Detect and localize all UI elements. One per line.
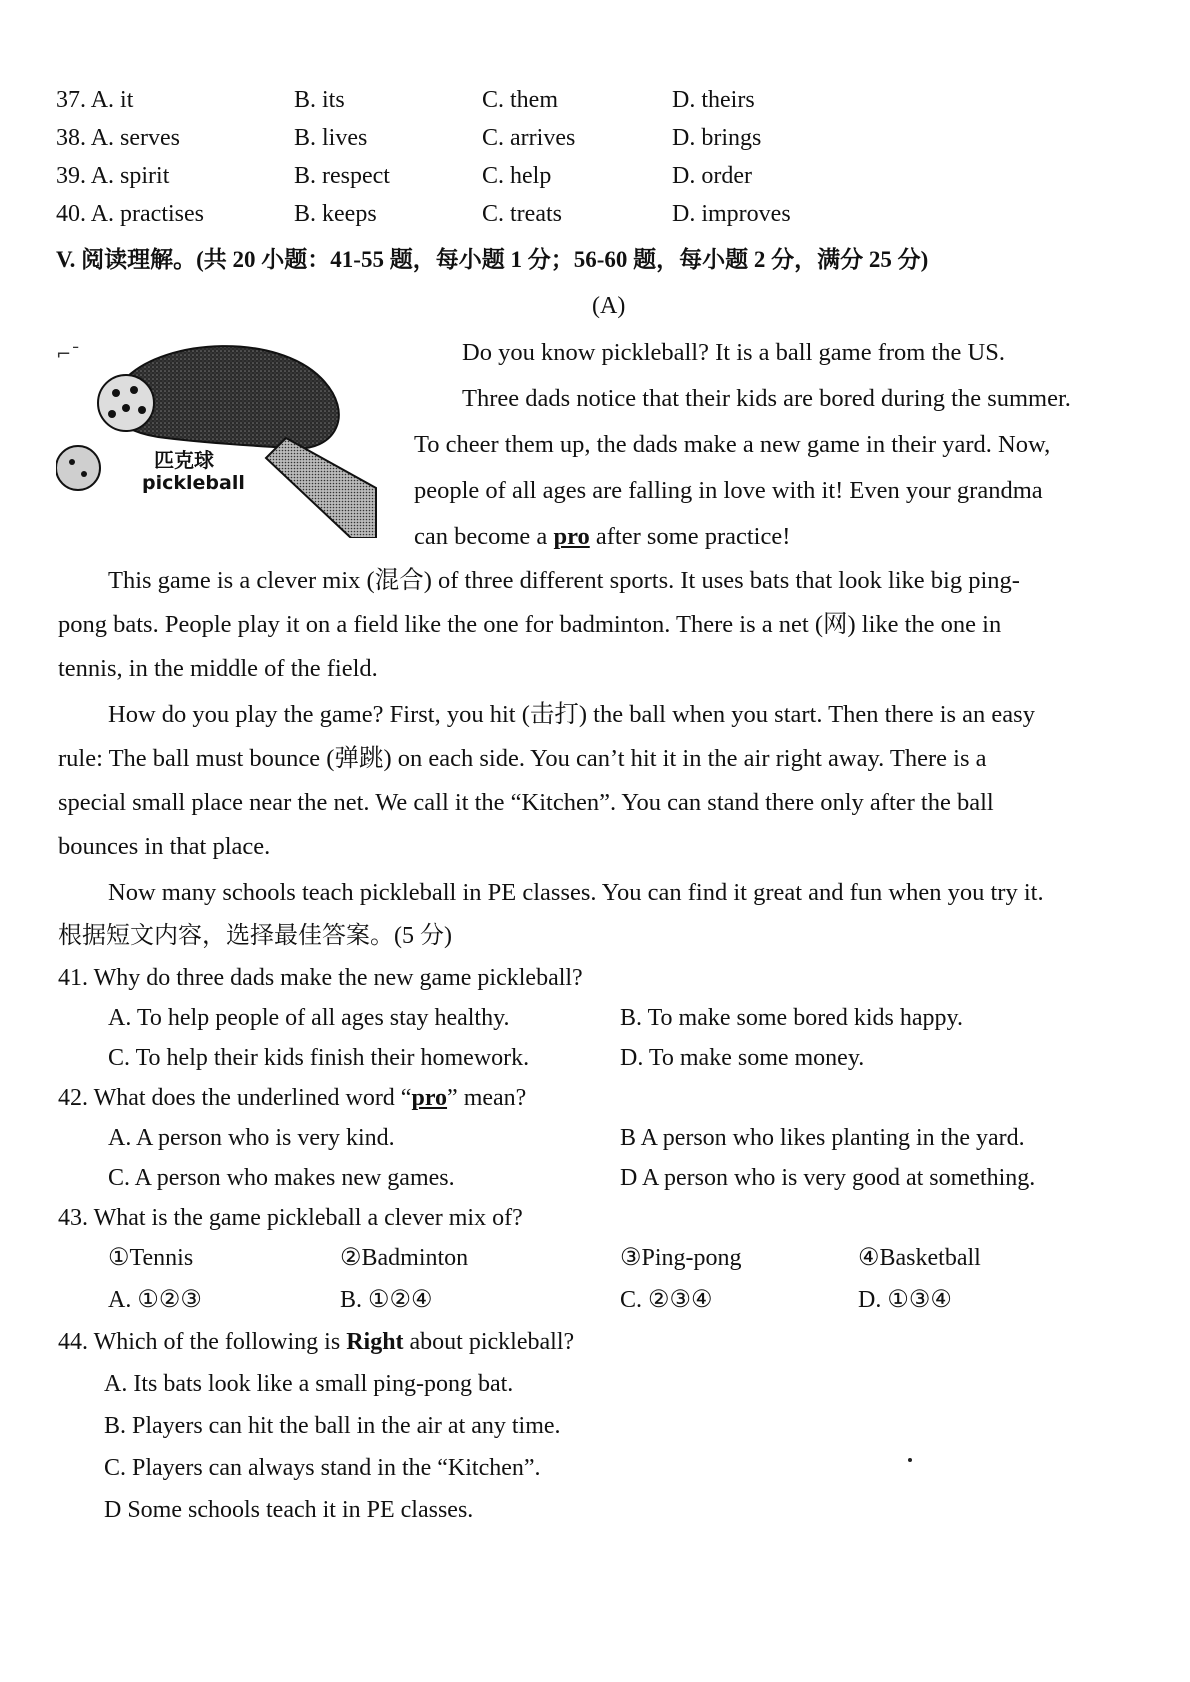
option-c: C. them [482,87,558,113]
option-d: D. order [672,163,752,189]
q41-option-a: A. To help people of all ages stay healthy. [108,1005,510,1031]
option-row-39 [56,162,1156,198]
text-span: about pickleball? [403,1329,575,1355]
q44-option-a: A. Its bats look like a small ping-pong bat. [104,1371,514,1397]
q41-option-b: B. To make some bored kids happy. [620,1005,963,1031]
option-b: B. keeps [294,201,377,227]
q41-option-d: D. To make some money. [620,1045,865,1071]
option-a: A. serves [90,125,180,151]
figure-caption-cn: 匹克球 [154,448,214,472]
instruction: 根据短文内容，选择最佳答案。(5 分) [58,923,452,949]
pickleball-paddle-icon [56,338,392,538]
q42-option-a: A. A person who is very kind. [108,1125,395,1151]
stray-dot [908,1458,912,1462]
question-number: 38. [56,125,86,151]
question-44-stem [58,1328,574,1357]
passage-line: tennis, in the middle of the field. [58,655,378,682]
figure-caption-en: pickleball [142,472,245,494]
passage-line: bounces in that place. [58,833,271,860]
passage-line: special small place near the net. We call it the “Kitchen”. You can stand there only after the ball [58,789,994,816]
option-a: A. practises [90,201,204,227]
q43-option-c: C. ②③④ [620,1287,713,1313]
q43-option-a: A. ①②③ [108,1287,202,1313]
passage-line: Three dads notice that their kids are bored during the summer. [462,385,1071,412]
part-label: (A) [592,293,626,319]
text-span: after some practice! [589,523,791,550]
q43-item-4: ④Basketball [858,1245,981,1271]
question-41-stem: 41. Why do three dads make the new game pickleball? [58,965,583,991]
q43-option-b: B. ①②④ [340,1287,433,1313]
passage-line: rule: The ball must bounce (弹跳) on each side. You can’t hit it in the air right away. There is a [58,745,987,772]
q42-option-c: C. A person who makes new games. [108,1165,455,1191]
question-number: 37. [56,87,86,113]
passage-line: Do you know pickleball? It is a ball game from the US. [462,339,1005,366]
emphasis-word: Right [346,1329,404,1355]
question-43-stem: 43. What is the game pickleball a clever mix of? [58,1205,523,1231]
underlined-word-pro: pro [411,1085,448,1111]
q42-option-d: D A person who is very good at something. [620,1165,1036,1191]
underlined-word-pro: pro [553,523,590,550]
q43-item-2: ②Badminton [340,1245,469,1271]
pickleball-figure [56,338,392,538]
option-b: B. respect [294,163,390,189]
text-span: 42. What does the underlined word “ [58,1085,412,1111]
passage-line: How do you play the game? First, you hit (击打) the ball when you start. Then there is an easy [108,701,1035,728]
option-d: D. brings [672,125,762,151]
q41-option-c: C. To help their kids finish their homework. [108,1045,530,1071]
q42-option-b: B A person who likes planting in the yard. [620,1125,1025,1151]
q43-option-d: D. ①③④ [858,1287,952,1313]
passage-line: people of all ages are falling in love with it! Even your grandma [414,477,1043,504]
option-d: D. improves [672,201,791,227]
option-b: B. its [294,87,345,113]
option-c: C. treats [482,201,562,227]
option-b: B. lives [294,125,368,151]
option-c: C. arrives [482,125,576,151]
question-number: 39. [56,163,86,189]
passage-line: To cheer them up, the dads make a new game in their yard. Now, [414,431,1051,458]
passage-line: This game is a clever mix (混合) of three different sports. It uses bats that look like big ping- [108,567,1020,594]
q43-item-1: ①Tennis [108,1245,194,1271]
option-row-37 [56,86,1156,122]
question-42-stem [58,1084,526,1113]
option-a: A. it [90,87,134,113]
q43-item-3: ③Ping-pong [620,1245,742,1271]
question-number: 40. [56,201,86,227]
text-span: 44. Which of the following is [58,1329,347,1355]
text-span: can become a [414,523,554,550]
option-row-40 [56,200,1156,236]
q44-option-c: C. Players can always stand in the “Kitchen”. [104,1455,541,1481]
option-a: A. spirit [90,163,170,189]
q44-option-d: D Some schools teach it in PE classes. [104,1497,474,1523]
passage-line: Now many schools teach pickleball in PE classes. You can find it great and fun when you try it. [108,879,1044,906]
svg-text:⌐ˉ: ⌐ˉ [56,344,81,365]
option-d: D. theirs [672,87,755,113]
q44-option-b: B. Players can hit the ball in the air at any time. [104,1413,561,1439]
passage-line: pong bats. People play it on a field like the one for badminton. There is a net (网) like the one in [58,611,1002,638]
option-c: C. help [482,163,552,189]
option-row-38 [56,124,1156,160]
section-heading: V. 阅读理解。(共 20 小题：41-55 题，每小题 1 分；56-60 题，每小题 2 分，满分 25 分) [56,247,929,272]
passage-line [414,522,790,551]
text-span: ” mean? [447,1085,527,1111]
